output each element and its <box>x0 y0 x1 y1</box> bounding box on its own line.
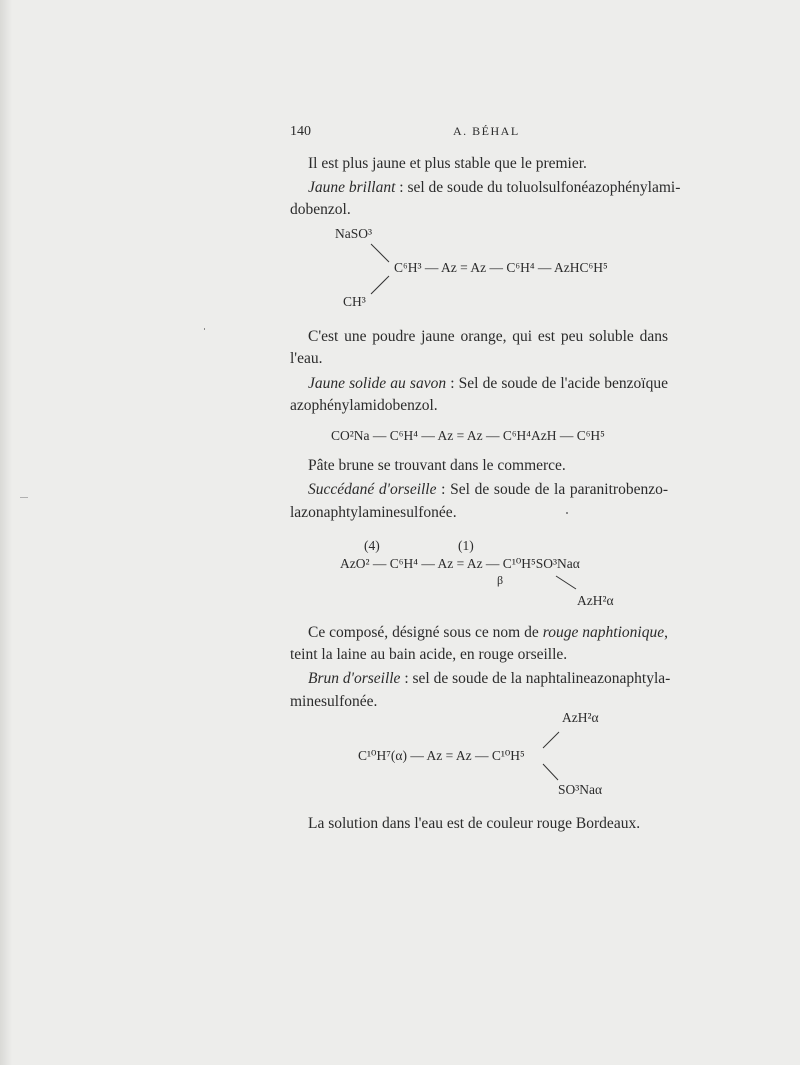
dye-name: rouge naphtionique <box>542 624 665 641</box>
page-edge-shadow <box>0 0 12 1065</box>
formula4-bottom-group: SO³Naα <box>558 782 603 797</box>
paragraph-line <box>290 691 668 713</box>
dye-name: Jaune brillant <box>308 179 396 196</box>
text-run: dobenzol. <box>290 201 351 218</box>
dye-name: Brun d'orseille <box>308 670 401 687</box>
paragraph-line <box>290 199 668 221</box>
text-run: , <box>664 624 668 641</box>
text-run: minesulfonée. <box>290 693 378 710</box>
paragraph-line <box>290 644 668 666</box>
text-run: azophénylamidobenzol. <box>290 397 438 414</box>
formula1-main-chain: C⁶H³ — Az = Az — C⁶H⁴ — AzHC⁶H⁵ <box>394 260 608 275</box>
bond-line <box>371 244 389 262</box>
text-run: C'est une poudre jaune orange, qui est peu soluble dans <box>308 328 668 345</box>
formula3-beta: β <box>497 573 504 587</box>
text-run: Il est plus jaune et plus stable que le premier. <box>308 155 587 172</box>
text-run: La solution dans l'eau est de couleur rouge Bordeaux. <box>308 815 641 832</box>
running-title: A. BÉHAL <box>453 124 520 138</box>
bond-line <box>556 576 576 589</box>
paragraph-line <box>308 455 668 477</box>
paragraph-line <box>308 326 668 348</box>
paragraph-line <box>308 813 668 835</box>
text-run: l'eau. <box>290 350 323 367</box>
formula1-bottom-group: CH³ <box>343 294 366 309</box>
paper-speck <box>204 328 205 330</box>
formula4-main-chain: C¹⁰H⁷(α) — Az = Az — C¹⁰H⁵ <box>358 748 525 763</box>
paragraph-line <box>290 348 668 370</box>
text-run: : sel de soude de la naphtalineazonaphtyla- <box>400 670 671 687</box>
text-run: teint la laine au bain acide, en rouge orseille. <box>290 646 568 663</box>
paragraph-line <box>290 395 668 417</box>
formula3-main-chain: AzO² — C⁶H⁴ — Az = Az — C¹⁰H⁵SO³Naα <box>340 556 580 571</box>
paper-speck <box>566 512 568 514</box>
formula3-position-1: (1) <box>458 538 474 553</box>
paragraph-line <box>308 668 671 690</box>
paragraph-line <box>308 373 668 395</box>
paragraph-line <box>308 622 668 644</box>
text-run: : sel de soude du toluolsulfonéazophénylami- <box>395 179 681 196</box>
paragraph-line <box>308 479 668 501</box>
paragraph-line <box>308 153 668 175</box>
dye-name: Succédané d'orseille <box>308 481 437 498</box>
bond-line <box>371 276 389 294</box>
bond-line <box>543 732 559 748</box>
formula3-position-4: (4) <box>364 538 380 553</box>
paragraph-line <box>308 177 681 199</box>
page-number: 140 <box>290 124 311 139</box>
text-run: : Sel de soude de l'acide benzoïque <box>446 375 668 392</box>
paper-mark <box>20 497 28 498</box>
text-run: lazonaphtylaminesulfonée. <box>290 504 457 521</box>
dye-name: Jaune solide au savon <box>308 375 447 392</box>
formula4-top-group: AzH²α <box>562 710 599 725</box>
bond-line <box>543 764 558 780</box>
formula3-sub-group: AzH²α <box>577 593 614 608</box>
paragraph-line <box>290 502 668 524</box>
formula2-chain: CO²Na — C⁶H⁴ — Az = Az — C⁶H⁴AzH — C⁶H⁵ <box>331 428 605 443</box>
formula1-top-group: NaSO³ <box>335 226 373 241</box>
text-run: Pâte brune se trouvant dans le commerce. <box>308 457 566 474</box>
running-header <box>290 124 670 144</box>
text-run: Ce composé, désigné sous ce nom de <box>308 624 543 641</box>
text-run: : Sel de soude de la paranitrobenzo- <box>436 481 668 498</box>
